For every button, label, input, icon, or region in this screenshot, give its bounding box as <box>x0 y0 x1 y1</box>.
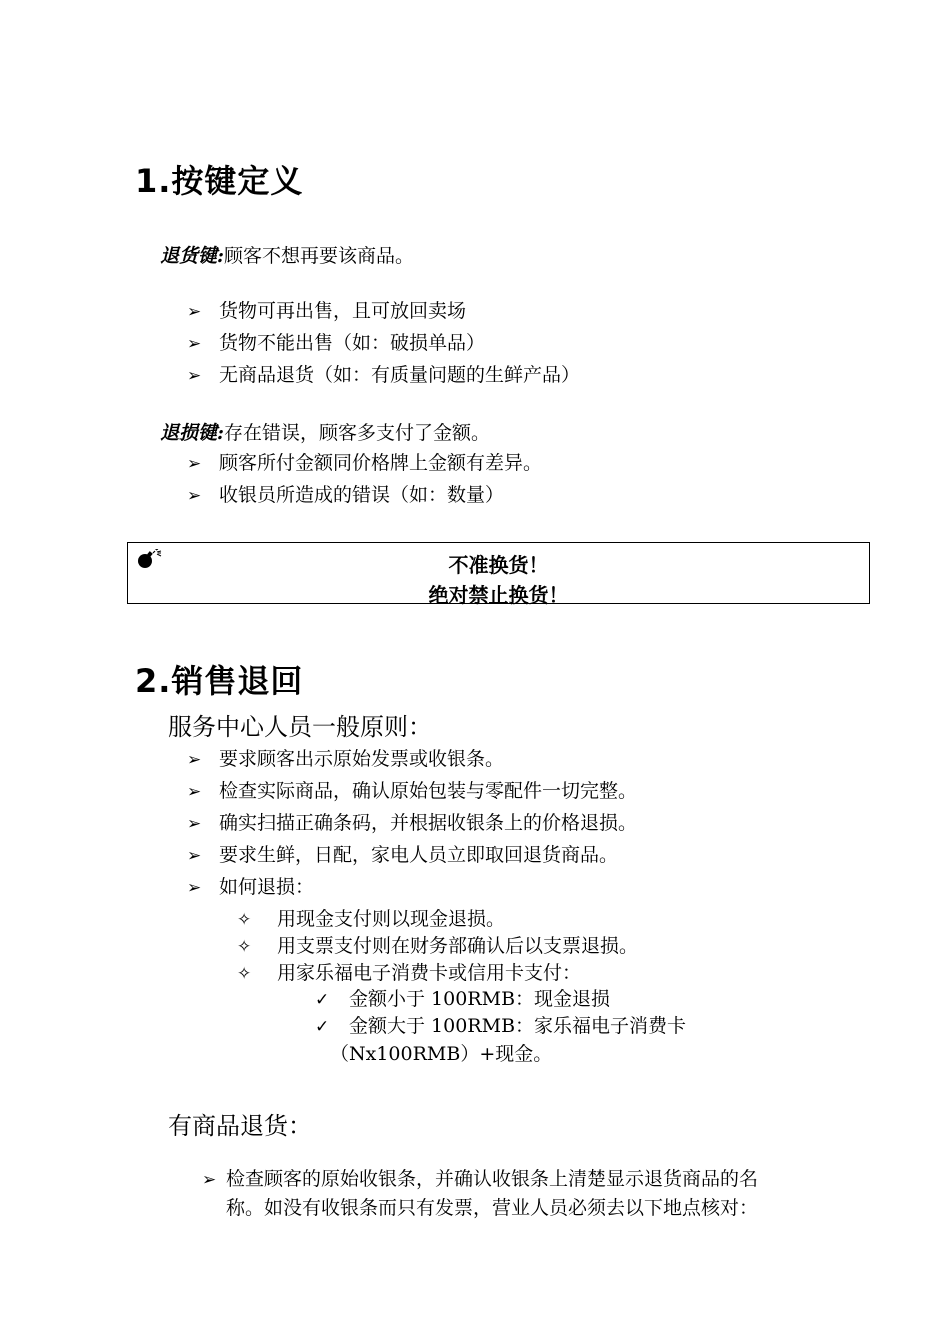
list-item: ➢ 检查顾客的原始收银条，并确认收银条上清楚显示退货商品的名 <box>202 1168 759 1190</box>
section-heading-2: 2.销售退回 <box>135 662 304 700</box>
refund-key-label: 退损键: <box>160 422 225 444</box>
diamond-star-bullet-icon: ✧ <box>237 964 252 984</box>
arrow-bullet-icon: ➢ <box>202 1170 217 1190</box>
arrow-bullet-icon: ➢ <box>187 334 202 354</box>
arrow-bullet-icon: ➢ <box>187 814 202 834</box>
arrow-bullet-icon: ➢ <box>187 302 202 322</box>
list-item: ➢ 如何退损： <box>187 876 315 898</box>
list-item: ➢ 顾客所付金额同价格牌上金额有差异。 <box>187 452 543 474</box>
return-key-desc: 顾客不想再要该商品。 <box>224 245 415 267</box>
list-item: ➢ 要求顾客出示原始发票或收银条。 <box>187 748 505 770</box>
sub-list-item: ✧ 用家乐福电子消费卡或信用卡支付： <box>237 962 582 984</box>
arrow-bullet-icon: ➢ <box>187 782 202 802</box>
sub-list-item: ✧ 用支票支付则在财务部确认后以支票退损。 <box>237 935 639 957</box>
arrow-bullet-icon: ➢ <box>187 366 202 386</box>
warning-line-1: 不准换货！ <box>448 553 549 577</box>
arrow-bullet-icon: ➢ <box>187 846 202 866</box>
checkmark-icon: ✓ <box>315 1017 330 1037</box>
refund-key-definition <box>160 424 490 443</box>
checkmark-icon: ✓ <box>315 990 330 1010</box>
list-item: ➢ 检查实际商品，确认原始包装与零配件一切完整。 <box>187 780 638 802</box>
warning-box <box>127 542 870 607</box>
check-item-continuation: （Nx100RMB）+现金。 <box>330 1043 553 1065</box>
diamond-star-bullet-icon: ✧ <box>237 937 252 957</box>
check-item: ✓ 金额小于 100RMB：现金退损 <box>315 988 611 1010</box>
diamond-star-bullet-icon: ✧ <box>237 910 252 930</box>
return-key-label: 退货键: <box>160 245 225 267</box>
arrow-bullet-icon: ➢ <box>187 878 202 898</box>
warning-line-2: 绝对禁止换货！ <box>428 583 569 607</box>
arrow-bullet-icon: ➢ <box>187 454 202 474</box>
list-item: ➢ 确实扫描正确条码，并根据收银条上的价格退损。 <box>187 812 638 834</box>
return-key-definition <box>160 247 414 266</box>
section-heading-1: 1.按键定义 <box>135 162 304 200</box>
arrow-bullet-icon: ➢ <box>187 486 202 506</box>
check-item: ✓ 金额大于 100RMB：家乐福电子消费卡 <box>315 1015 687 1037</box>
list-item-continuation: 称。如没有收银条而只有发票，营业人员必须去以下地点核对： <box>226 1197 759 1219</box>
list-item: ➢ 货物可再出售，且可放回卖场 <box>187 300 467 322</box>
refund-key-desc: 存在错误，顾客多支付了金额。 <box>224 422 491 444</box>
list-item: ➢ 收银员所造成的错误（如：数量） <box>187 484 505 506</box>
subheading-principles: 服务中心人员一般原则： <box>168 713 432 741</box>
list-item: ➢ 无商品退货（如：有质量问题的生鲜产品） <box>187 364 581 386</box>
list-item: ➢ 货物不能出售（如：破损单品） <box>187 332 486 354</box>
sub-list-item: ✧ 用现金支付则以现金退损。 <box>237 908 506 930</box>
list-item: ➢ 要求生鲜，日配，家电人员立即取回退货商品。 <box>187 844 619 866</box>
arrow-bullet-icon: ➢ <box>187 750 202 770</box>
subheading-goods-return: 有商品退货： <box>168 1112 312 1140</box>
